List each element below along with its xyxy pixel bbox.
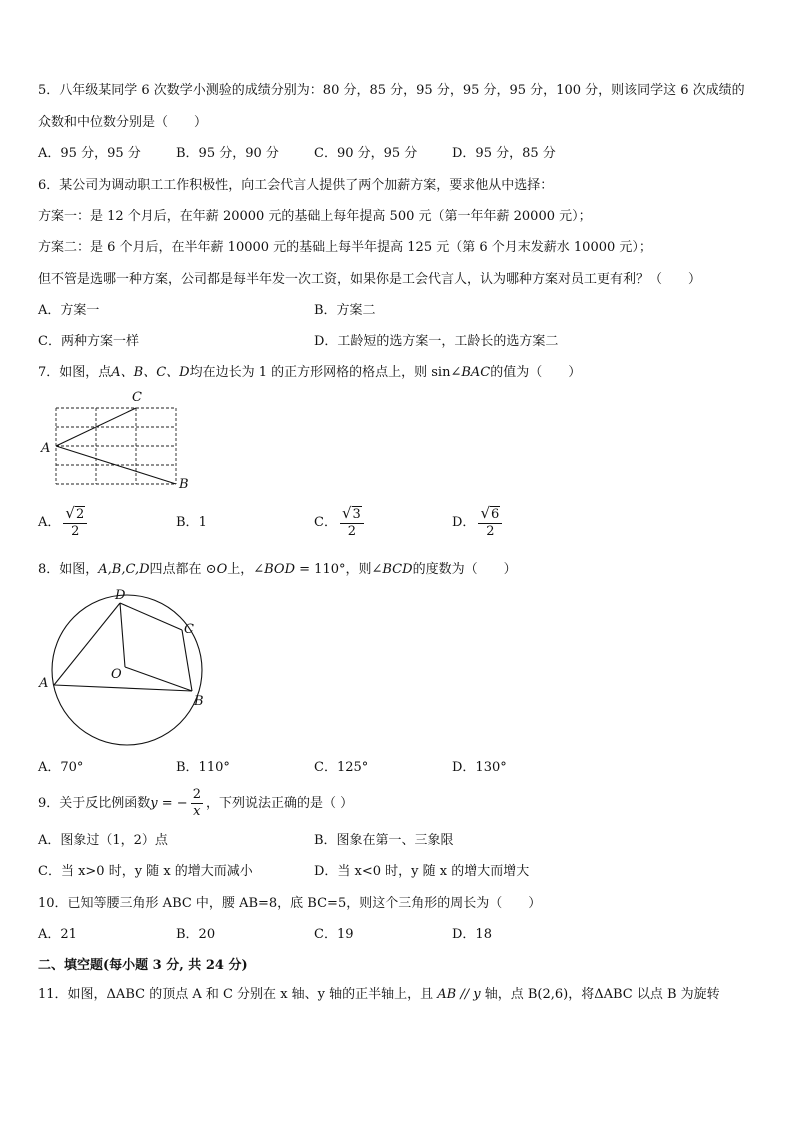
q5-stem-line2: 众数和中位数分别是（ ） xyxy=(38,115,208,130)
q8-option-b[interactable]: B．110° xyxy=(176,760,230,775)
q11-stem: 11．如图，ΔABC 的顶点 A 和 C 分别在 x 轴、y 轴的正半轴上，且 AB // y 轴，点 B(2,6)，将ΔABC 以点 B 为旋转 xyxy=(38,987,720,1002)
q6-stem-line4: 但不管是选哪一种方案，公司都是每半年发一次工资，如果你是工会代言人，认为哪种方案对员工更有利？（ ） xyxy=(38,272,702,287)
q9-option-d[interactable]: D．当 x<0 时，y 随 x 的增大而增大 xyxy=(314,864,530,879)
q10-option-b[interactable]: B．20 xyxy=(176,927,216,942)
q9-option-b[interactable]: B．图象在第一、三象限 xyxy=(314,833,454,848)
q8-chord-cb xyxy=(182,630,192,691)
q10-option-d[interactable]: D．18 xyxy=(452,927,492,942)
q5-option-b[interactable]: B．95 分，90 分 xyxy=(176,146,279,161)
q5-option-a[interactable]: A．95 分，95 分 xyxy=(38,146,141,161)
q8-stem: 8．如图，A,B,C,D四点都在 ⊙O上，∠BOD = 110°，则∠BCD的度数为（ ） xyxy=(38,562,517,577)
q8-label-o: O xyxy=(111,667,122,682)
q8-label-c: C xyxy=(184,622,194,637)
q10-stem: 10．已知等腰三角形 ABC 中，腰 AB=8，底 BC=5，则这个三角形的周长为（ ） xyxy=(38,896,542,911)
q9-option-a[interactable]: A．图象过（1，2）点 xyxy=(38,833,168,848)
q7-grid-figure xyxy=(36,388,196,492)
q6-option-b[interactable]: B．方案二 xyxy=(314,303,376,318)
q6-option-a[interactable]: A．方案一 xyxy=(38,303,100,318)
q9-stem: 9．关于反比例函数y = − $\frac{2}{x}$ ，下列说法正确的是（ ） xyxy=(38,787,354,819)
q7-label-b: B xyxy=(179,477,189,492)
q6-option-c[interactable]: C．两种方案一样 xyxy=(38,334,139,349)
q6-option-d[interactable]: D．工龄短的选方案一，工龄长的选方案二 xyxy=(314,334,559,349)
q8-label-d: D xyxy=(115,588,126,603)
q8-chord-ab xyxy=(54,685,192,691)
q7-label-a: A xyxy=(41,441,51,456)
q9-option-c[interactable]: C．当 x>0 时，y 随 x 的增大而减小 xyxy=(38,864,253,879)
q8-radius-ob xyxy=(125,667,192,691)
q5-option-d[interactable]: D．95 分，85 分 xyxy=(452,146,556,161)
q9-function: y = − xyxy=(150,796,188,811)
q8-label-a: A xyxy=(39,676,49,691)
q8-label-b: B xyxy=(194,694,204,709)
q6-plan-one: 方案一：是 12 个月后，在年薪 20000 元的基础上每年提高 500 元（第一年年薪 20000 元）； xyxy=(38,209,592,224)
q6-stem-line1: 6．某公司为调动职工工作积极性，向工会代言人提供了两个加薪方案，要求他从中选择： xyxy=(38,178,554,193)
q7-option-c[interactable]: C． $\frac{√3}{2}$ xyxy=(314,505,367,540)
q5-option-c[interactable]: C．90 分，95 分 xyxy=(314,146,418,161)
q8-radius-od xyxy=(120,603,125,667)
q8-option-a[interactable]: A．70° xyxy=(38,760,84,775)
q7-dashed-grid xyxy=(56,408,176,484)
q8-circle-figure xyxy=(34,585,224,755)
q8-option-c[interactable]: C．125° xyxy=(314,760,369,775)
q7-label-c: C xyxy=(132,390,142,405)
q8-chord-dc xyxy=(120,603,182,630)
q7-option-d[interactable]: D． $\frac{√6}{2}$ xyxy=(452,505,505,540)
q6-plan-two: 方案二：是 6 个月后，在半年薪 10000 元的基础上每半年提高 125 元（第 6 个月末发薪水 10000 元）； xyxy=(38,240,652,255)
q8-option-d[interactable]: D．130° xyxy=(452,760,507,775)
q5-stem-line1: 5．八年级某同学 6 次数学小测验的成绩分别为：80 分，85 分，95 分，95 分，95 分，100 分，则该同学这 6 次成绩的 xyxy=(38,83,745,98)
q7-option-a[interactable]: A． $\frac{√2}{2}$ xyxy=(38,505,90,540)
q10-option-c[interactable]: C．19 xyxy=(314,927,354,942)
q10-option-a[interactable]: A．21 xyxy=(38,927,77,942)
q7-stem: 7．如图，点A、B、C、D均在边长为 1 的正方形网格的格点上，则 sin∠BAC的值为（ ） xyxy=(38,365,582,380)
q7-option-b[interactable]: B．1 xyxy=(176,515,207,530)
section-title-fill-in: 二、填空题(每小题 3 分, 共 24 分) xyxy=(38,958,248,973)
q8-circle-o xyxy=(52,595,202,745)
